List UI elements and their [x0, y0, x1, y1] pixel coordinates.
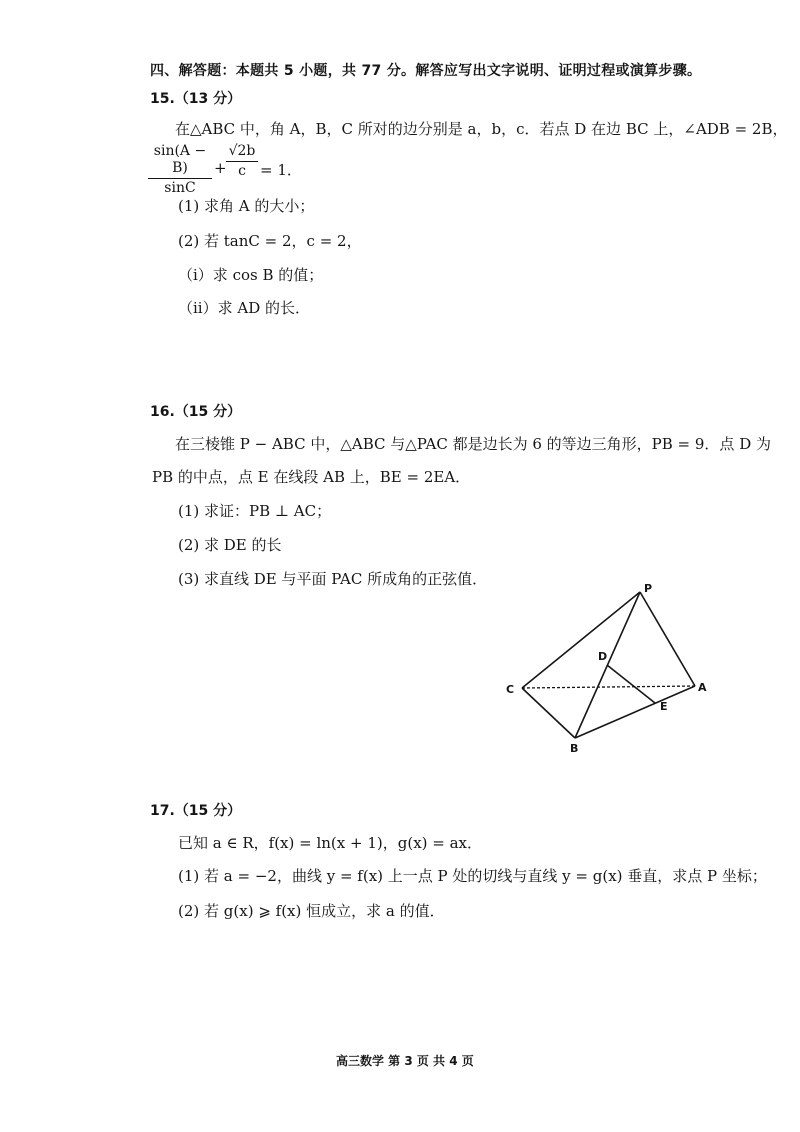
- fraction-root-ratio: [226, 143, 258, 180]
- question-16-part-2: (2) 求 DE 的长: [178, 536, 282, 554]
- section-heading: 四、解答题：本题共 5 小题，共 77 分。解答应写出文字说明、证明过程或演算步骤。: [150, 63, 702, 79]
- question-15-part-2-ii: （ii）求 AD 的长．: [178, 299, 310, 317]
- plus-sign: +: [214, 159, 227, 177]
- question-15-stem: 在△ABC 中，角 A，B，C 所对的边分别是 a，b，c．若点 D 在边 BC 上，∠ADB = 2B，: [175, 120, 788, 138]
- label-e: E: [660, 700, 668, 713]
- question-17-title: 17.（15 分）: [150, 803, 242, 819]
- question-16-title: 16.（15 分）: [150, 404, 242, 420]
- question-16-part-1: (1) 求证：PB ⊥ AC；: [178, 502, 332, 520]
- fraction-bar: [148, 178, 212, 179]
- fraction-bar: [226, 161, 258, 162]
- edge-ca-hidden: [522, 686, 695, 688]
- question-16-stem-line-2: PB 的中点，点 E 在线段 AB 上，BE = 2EA．: [152, 468, 471, 486]
- page-footer: 高三数学 第 3 页 共 4 页: [336, 1054, 474, 1068]
- question-17-part-1: (1) 若 a = −2，曲线 y = f(x) 上一点 P 处的切线与直线 y = g(x) 垂直，求点 P 坐标；: [178, 867, 767, 885]
- fraction-numerator: sin(A − B): [153, 143, 207, 176]
- label-a: A: [698, 681, 707, 694]
- tetrahedron-figure: [500, 580, 720, 760]
- edge-ba: [575, 686, 695, 738]
- question-15-part-1: (1) 求角 A 的大小；: [178, 197, 315, 215]
- fraction-denominator: c: [238, 163, 246, 179]
- label-d: D: [598, 650, 608, 663]
- question-15-title: 15.（13 分）: [150, 91, 242, 107]
- question-15-part-2-i: （i）求 cos B 的值；: [178, 266, 324, 284]
- label-p: P: [644, 582, 653, 595]
- segment-de: [607, 665, 655, 703]
- edge-pc: [522, 592, 640, 688]
- fraction-sin-ratio: [148, 143, 212, 197]
- question-15-part-2: (2) 若 tanC = 2，c = 2，: [178, 232, 362, 250]
- fraction-numerator: √2b: [228, 143, 256, 159]
- question-17-part-2: (2) 若 g(x) ⩾ f(x) 恒成立，求 a 的值．: [178, 902, 445, 920]
- edge-cb: [522, 688, 575, 738]
- question-16-stem-line-1: 在三棱锥 P − ABC 中，△ABC 与△PAC 都是边长为 6 的等边三角形，PB = 9．点 D 为: [175, 435, 771, 453]
- equation-tail: = 1．: [260, 161, 302, 179]
- question-16-part-3: (3) 求直线 DE 与平面 PAC 所成角的正弦值．: [178, 570, 488, 588]
- edge-pa: [640, 592, 695, 686]
- question-17-stem: 已知 a ∈ R，f(x) = ln(x + 1)，g(x) = ax．: [178, 834, 483, 852]
- label-c: C: [506, 683, 515, 696]
- label-b: B: [570, 742, 579, 755]
- fraction-denominator: sinC: [164, 180, 196, 196]
